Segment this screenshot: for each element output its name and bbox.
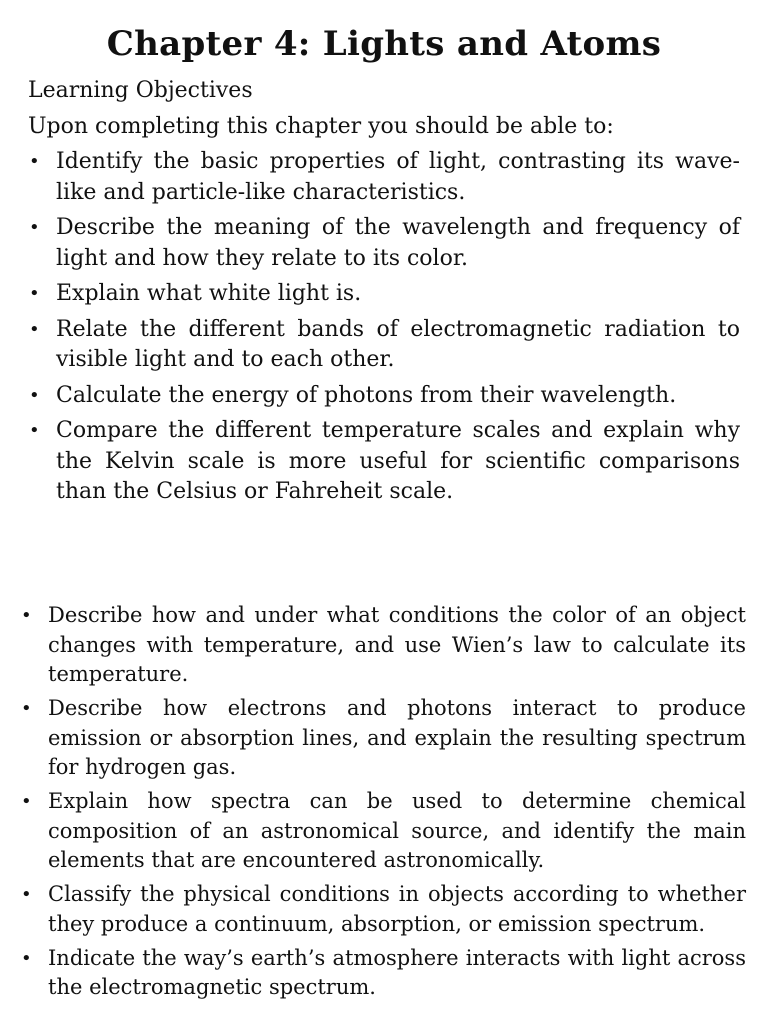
objective-text: Identify the basic properties of light, contrasting its wave-like and particle-like characteristics. <box>56 149 740 205</box>
bullet-icon: • <box>29 318 40 340</box>
list-item <box>29 381 740 412</box>
chapter-title: Chapter 4: Lights and Atoms <box>106 24 662 64</box>
objective-text: Describe how and under what conditions the color of an object changes with temperature, and use Wien’s law to calculate its temperature. <box>48 603 746 686</box>
bullet-icon: • <box>21 698 32 719</box>
list-item <box>29 416 740 508</box>
intro-text: Upon completing this chapter you should be able to: <box>28 114 614 139</box>
objective-text: Classify the physical conditions in objects according to whether they produce a continuum, absorption, or emission spectrum. <box>48 882 746 936</box>
bullet-icon: • <box>21 791 32 812</box>
objective-text: Indicate the way’s earth’s atmosphere interacts with light across the electromagnetic spectrum. <box>48 945 746 999</box>
list-item <box>21 694 746 783</box>
bullet-icon: • <box>21 947 32 969</box>
list-item <box>21 880 746 939</box>
objectives-list-part2 <box>21 601 746 1007</box>
bullet-icon: • <box>21 884 32 905</box>
objective-text: Explain how spectra can be used to determine chemical composition of an astronomical source, and identify the main elements that are encountered astronomically. <box>48 789 746 872</box>
learning-objectives-heading: Learning Objectives <box>28 78 253 103</box>
objective-text: Relate the different bands of electromagnetic radiation to visible light and to each other. <box>56 316 740 372</box>
bullet-icon: • <box>29 384 40 406</box>
list-item <box>29 279 740 310</box>
objective-text: Describe how electrons and photons interact to produce emission or absorption lines, and explain the resulting spectrum for hydrogen gas. <box>48 696 746 779</box>
list-item <box>29 147 740 208</box>
bullet-icon: • <box>29 217 40 238</box>
objective-text: Explain what white light is. <box>56 281 362 306</box>
list-item <box>29 213 740 274</box>
bullet-icon: • <box>29 151 40 172</box>
objective-text: Describe the meaning of the wavelength and frequency of light and how they relate to its color. <box>56 215 740 271</box>
bullet-icon: • <box>29 283 40 304</box>
objective-text: Calculate the energy of photons from their wavelength. <box>56 382 677 408</box>
list-item <box>21 787 746 876</box>
bullet-icon: • <box>29 420 40 441</box>
objective-text: Compare the different temperature scales and explain why the Kelvin scale is more useful for scientific comparisons than the Celsius or Fahreheit scale. <box>56 418 740 504</box>
list-item <box>21 944 746 1003</box>
bullet-icon: • <box>21 605 32 626</box>
list-item <box>29 315 740 376</box>
list-item <box>21 601 746 690</box>
objectives-list-part1 <box>29 147 740 513</box>
